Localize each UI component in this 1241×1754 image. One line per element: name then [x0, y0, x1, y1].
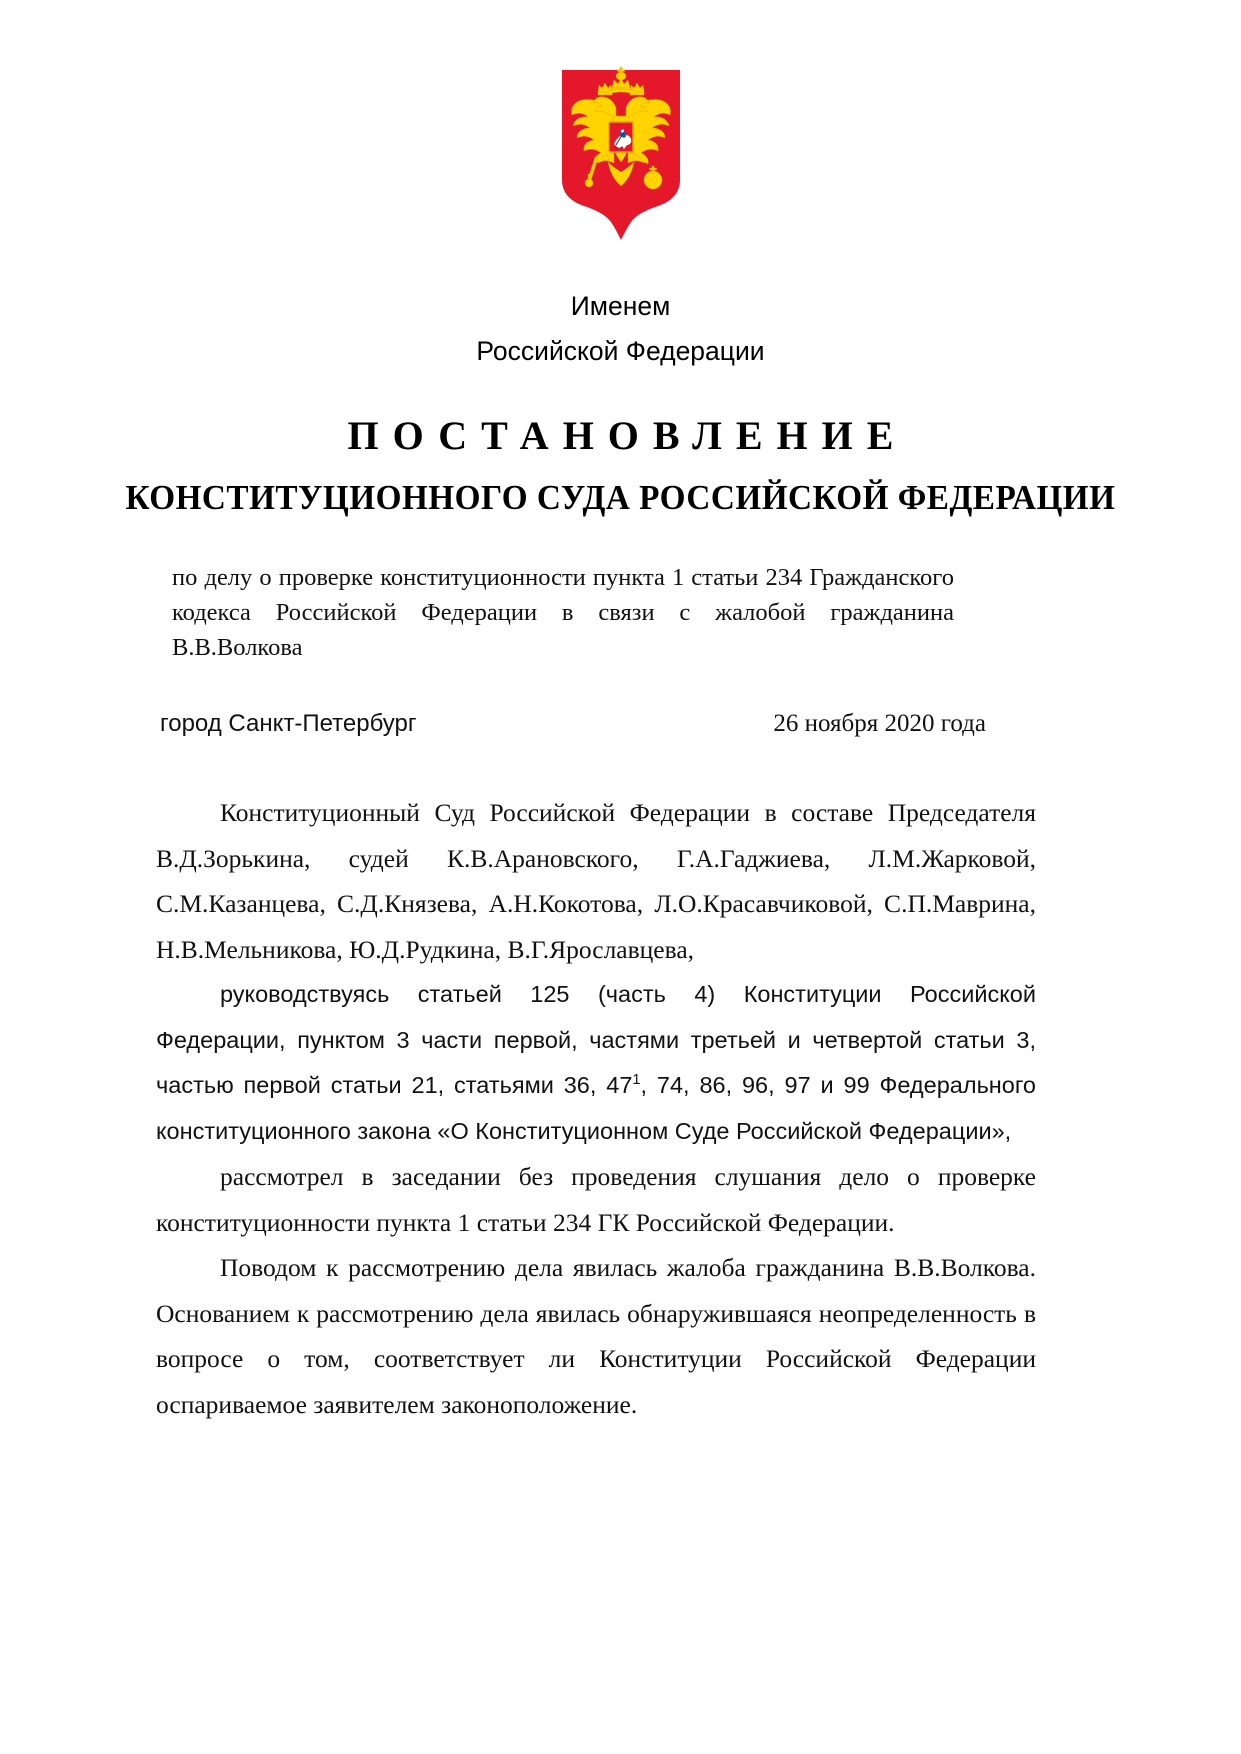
paragraph-grounds: Поводом к рассмотрению дела явилась жалоба гражданина В.В.Волкова. Основанием к рассмотрению дела явилась обнаружившаяся неопределенность в вопросе о том, соответствует ли Конституции Российской Федерации оспариваемое заявителем законоположение. [156, 1253, 1036, 1419]
paragraph-legal-basis [156, 972, 1036, 1154]
document-subtitle: КОНСТИТУЦИОННОГО СУДА РОССИЙСКОЙ ФЕДЕРАЦИИ [125, 478, 1116, 517]
russian-coat-of-arms-icon [558, 62, 684, 242]
city-label: город Санкт-Петербург [160, 710, 417, 737]
paragraph-examined: рассмотрел в заседании без проведения слушания дело о проверке конституционности пункта 1 статьи 234 ГК Российской Федерации. [156, 1162, 1036, 1237]
coat-of-arms-container [0, 62, 1241, 242]
header-line-2: Российской Федерации [476, 336, 765, 366]
legal-basis-part-1: руководствуясь статьей 125 (часть 4) Конституции Российской Федерации, пунктом 3 части первой, частями третьей и четвертой статьи 3, частью первой статьи 21, статьями 36, 47 [156, 981, 1036, 1098]
case-description: по делу о проверке конституционности пункта 1 статьи 234 Гражданского кодекса Российской Федерации в связи с жалобой гражданина В.В.Волкова [172, 564, 954, 661]
document-body [156, 790, 1036, 1427]
paragraph-composition: Конституционный Суд Российской Федерации в составе Председателя В.Д.Зорькина, судей К.В.Арановского, Г.А.Гаджиева, Л.М.Жарковой, С.М.Казанцева, С.Д.Князева, А.Н.Кокотова, Л.О.Красавчиковой, С.П.Маврина, Н.В.Мельникова, Ю.Д.Рудкина, В.Г.Ярославцева, [156, 798, 1036, 964]
in-the-name-of-header [0, 284, 1241, 374]
document-title: ПОСТАНОВЛЕНИЕ [347, 413, 908, 458]
footnote-marker: 1 [632, 1072, 641, 1089]
date-label: 26 ноября 2020 года [773, 710, 986, 737]
legal-basis-part-2: , 74, 86, 96, 97 и 99 Федерального конституционного закона «О Конституционном Суде Российской Федерации», [156, 1072, 1036, 1144]
place-and-date [160, 710, 986, 738]
header-line-1: Именем [570, 291, 671, 321]
